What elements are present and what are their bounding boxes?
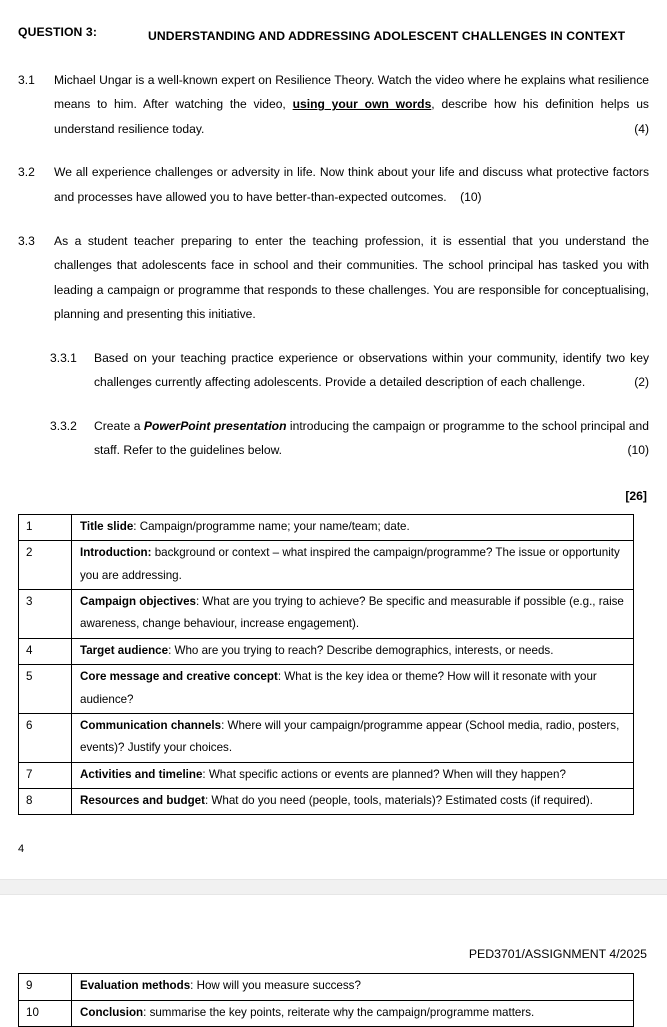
question-3-3-2-emphasis: PowerPoint presentation (143, 418, 287, 433)
table-cell-label: Resources and budget (80, 794, 205, 808)
question-3-3-1-marks: (2) (634, 375, 649, 390)
question-3-3-1-number: 3.3.1 (50, 350, 77, 365)
table-row (19, 590, 634, 639)
question-3-3-1 (50, 346, 649, 395)
table-cell-label: Target audience (80, 643, 169, 657)
table-row (19, 514, 634, 540)
question-3-2-number: 3.2 (18, 165, 35, 180)
question-heading (18, 0, 649, 49)
table-cell-text (72, 1000, 634, 1026)
question-3-2-body (54, 160, 649, 209)
table-cell-detail: : What are you trying to achieve? Be specific and measurable if possible (e.g., raise awareness, change behaviour, increase engagement). (80, 595, 624, 631)
question-3-3-2-marks: (10) (627, 443, 649, 458)
table-cell-detail: : Where will your campaign/programme appear (School media, radio, posters, events)? Justify your choices. (80, 718, 620, 755)
table-row (19, 638, 634, 664)
table-cell-index: 7 (19, 762, 72, 788)
table-cell-index: 10 (19, 1000, 72, 1026)
table-cell-index: 6 (19, 713, 72, 762)
table-cell-detail: : What specific actions or events are planned? When will they happen? (202, 767, 566, 781)
guidelines-table-body-page-1 (19, 514, 634, 815)
guidelines-table-body-page-2 (19, 974, 634, 1027)
table-cell-detail: : Who are you trying to reach? Describe demographics, interests, or needs. (168, 643, 554, 657)
table-cell-index: 1 (19, 514, 72, 540)
table-cell-text (72, 514, 634, 540)
document-header-page-2: PED3701/ASSIGNMENT 4/2025 (468, 947, 647, 962)
question-3-3-2-text-part1: Create a (94, 418, 144, 433)
question-title: UNDERSTANDING AND ADDRESSING ADOLESCENT CHALLENGES IN CONTEXT (148, 29, 626, 43)
table-row (19, 541, 634, 590)
table-row (19, 762, 634, 788)
table-cell-detail: : What do you need (people, tools, materials)? Estimated costs (if required). (204, 794, 593, 808)
question-3-1-number: 3.1 (18, 72, 35, 87)
question-3-2-text: We all experience challenges or adversity in life. Now think about your life and discuss what protective factors and processes have allowed you to have better-than-expected outcomes. (54, 165, 649, 204)
table-cell-text (72, 762, 634, 788)
table-cell-index: 3 (19, 590, 72, 639)
guidelines-table-page-2 (18, 973, 634, 1027)
table-cell-index: 9 (19, 974, 72, 1000)
question-3-1-body (54, 68, 649, 142)
table-row (19, 1000, 634, 1026)
question-3-3 (18, 229, 649, 327)
table-cell-index: 2 (19, 541, 72, 590)
total-marks: [26] (625, 488, 647, 503)
page-number-page-1: 4 (18, 843, 25, 856)
question-3-1-emphasis: using your own words (292, 97, 432, 112)
table-cell-detail: : summarise the key points, reiterate why the campaign/programme matters. (143, 1005, 535, 1019)
table-cell-text (72, 713, 634, 762)
table-cell-text (72, 590, 634, 639)
question-3-3-number: 3.3 (18, 233, 35, 248)
table-cell-detail: : How will you measure success? (190, 979, 361, 993)
question-number-label: QUESTION 3: (18, 25, 97, 39)
table-cell-detail: : Campaign/programme name; your name/team; date. (133, 519, 410, 533)
table-cell-detail: background or context – what inspired the campaign/programme? The issue or opportunity you are addressing. (80, 546, 620, 582)
table-cell-index: 8 (19, 789, 72, 815)
question-3-3-2-body (94, 414, 649, 463)
question-3-2 (18, 160, 649, 209)
table-cell-label: Communication channels (80, 718, 222, 732)
table-cell-index: 4 (19, 638, 72, 664)
table-cell-text (72, 974, 634, 1000)
table-cell-label: Title slide (80, 519, 134, 533)
question-3-3-body: As a student teacher preparing to enter the teaching profession, it is essential that you understand the challenges that adolescents face in school and their communities. The school principal has tasked you with leading a campaign or programme that responds to these challenges. You are responsible for conceptualising, planning and presenting this initiative. (54, 233, 649, 322)
table-cell-detail: : What is the key idea or theme? How will it resonate with your audience? (80, 670, 597, 706)
table-cell-label: Evaluation methods (80, 979, 191, 993)
table-cell-text (72, 789, 634, 815)
table-row (19, 974, 634, 1000)
table-cell-label: Introduction: (80, 546, 152, 560)
table-cell-text (72, 541, 634, 590)
question-3-1-text-part1: Michael Ungar is a well-known expert on Resilience Theory. Watch the video where he explains what resilience means to him. After watching the video, (54, 72, 649, 112)
guidelines-table-page-1 (18, 514, 634, 816)
question-3-3-1-body (94, 346, 649, 395)
question-3-3-2-text-part2: introducing the campaign or programme to the school principal and staff. Refer to the guidelines below. (94, 418, 649, 458)
page-break-separator (0, 879, 667, 895)
table-cell-label: Campaign objectives (80, 595, 196, 609)
question-3-3-2-number: 3.3.2 (50, 418, 77, 433)
question-3-3-2 (50, 414, 649, 463)
document-page-2 (0, 895, 667, 1027)
question-3-1-marks: (4) (634, 121, 649, 136)
question-3-2-marks: (10) (460, 189, 482, 204)
table-cell-index: 5 (19, 665, 72, 714)
table-cell-label: Core message and creative concept (80, 670, 278, 684)
table-row (19, 665, 634, 714)
question-3-1 (18, 68, 649, 142)
table-row (19, 713, 634, 762)
table-cell-label: Conclusion (80, 1005, 144, 1019)
table-cell-text (72, 638, 634, 664)
question-3-3-1-text: Based on your teaching practice experience or observations within your community, identify two key challenges currently affecting adolescents. Provide a detailed description of each challenge. (94, 350, 649, 390)
table-cell-label: Activities and timeline (80, 767, 203, 781)
table-row (19, 789, 634, 815)
table-cell-text (72, 665, 634, 714)
question-3-1-text-part2: , describe how his definition helps us understand resilience today. (54, 97, 649, 136)
